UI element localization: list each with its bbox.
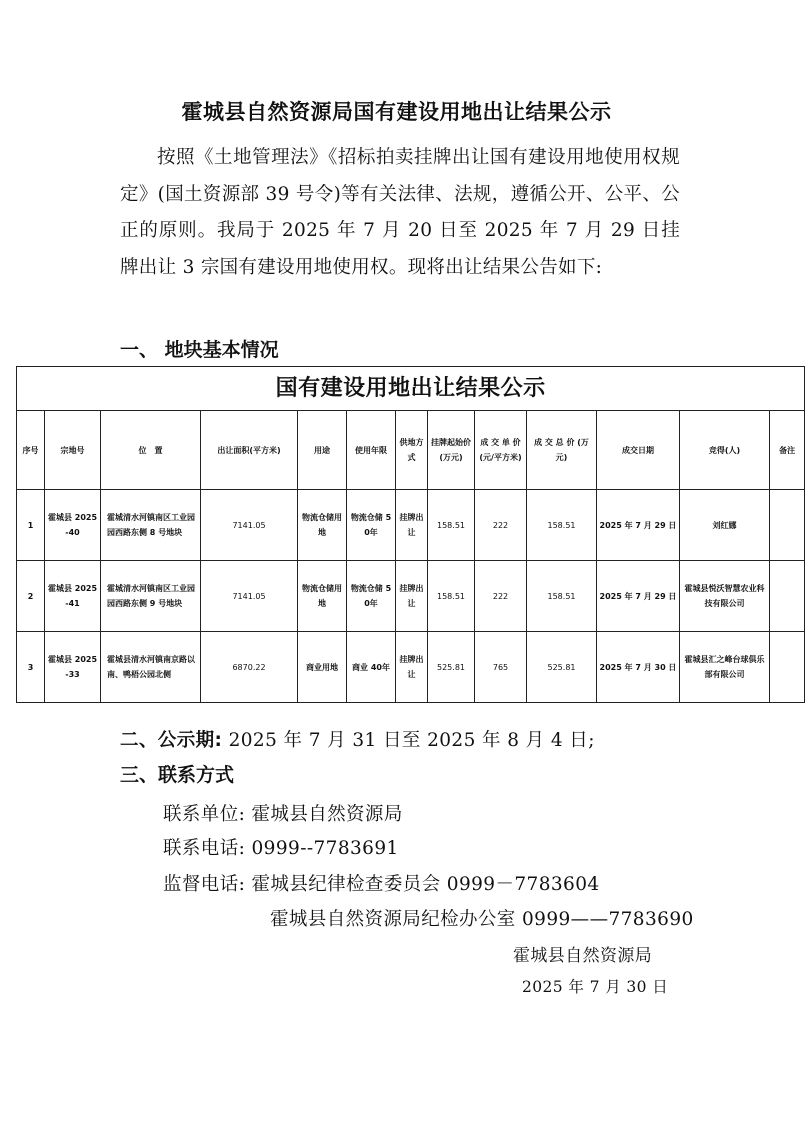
header-col-parcel-no: 宗地号 — [45, 411, 101, 490]
table-body — [17, 490, 805, 703]
header-col-remark: 备注 — [770, 411, 805, 490]
header-col-winner: 竞得(人) — [680, 411, 770, 490]
section-1-heading: 一、 地块基本情况 — [120, 339, 279, 361]
header-col-use: 用途 — [298, 411, 347, 490]
cell-col-location: 霍城县清水河镇南京路以南、鸭梧公园北侧 — [101, 632, 201, 703]
cell-col-total-price: 158.51 — [527, 490, 597, 561]
supervise-phone-1: 监督电话: 霍城县纪律检查委员会 0999－7783604 — [163, 874, 600, 895]
supervise-phone-2: 霍城县自然资源局纪检办公室 0999——7783690 — [270, 909, 694, 930]
cell-col-term: 物流仓储 50年 — [347, 490, 396, 561]
cell-col-supply: 挂牌出让 — [396, 490, 428, 561]
header-col-supply: 供地方式 — [396, 411, 428, 490]
cell-col-location: 霍城清水河镇南区工业园园西路东侧 8 号地块 — [101, 490, 201, 561]
header-col-term: 使用年限 — [347, 411, 396, 490]
cell-col-total-price: 158.51 — [527, 561, 597, 632]
cell-col-unit-price: 222 — [475, 490, 527, 561]
result-table-wrap — [16, 366, 796, 703]
cell-col-use: 物流仓储用地 — [298, 561, 347, 632]
cell-col-winner: 霍城县悦沃智慧农业科技有限公司 — [680, 561, 770, 632]
table-caption: 国有建设用地出让结果公示 — [17, 367, 805, 411]
section-2-label: 二、公示期: — [120, 730, 223, 751]
cell-col-remark — [770, 561, 805, 632]
cell-col-use: 商业用地 — [298, 632, 347, 703]
table-row — [17, 632, 805, 703]
cell-col-supply: 挂牌出让 — [396, 561, 428, 632]
cell-col-unit-price: 765 — [475, 632, 527, 703]
cell-col-location: 霍城清水河镇南区工业园园西路东侧 9 号地块 — [101, 561, 201, 632]
cell-col-remark — [770, 490, 805, 561]
cell-col-unit-price: 222 — [475, 561, 527, 632]
cell-col-total-price: 525.81 — [527, 632, 597, 703]
header-col-start-price: 挂牌起始价(万元) — [428, 411, 475, 490]
cell-col-use: 物流仓储用地 — [298, 490, 347, 561]
cell-col-start-price: 525.81 — [428, 632, 475, 703]
section-2-line — [120, 726, 595, 752]
contact-unit: 联系单位: 霍城县自然资源局 — [163, 804, 403, 825]
header-col-location: 位 置 — [101, 411, 201, 490]
cell-col-deal-date: 2025 年 7 月 29 日 — [597, 490, 680, 561]
header-col-serial: 序号 — [17, 411, 45, 490]
cell-col-serial: 1 — [17, 490, 45, 561]
header-col-unit-price: 成 交 单 价 (元/平方米) — [475, 411, 527, 490]
cell-col-area: 7141.05 — [201, 490, 298, 561]
cell-col-winner: 刘红娜 — [680, 490, 770, 561]
contact-phone: 联系电话: 0999--7783691 — [163, 838, 399, 859]
header-col-total-price: 成 交 总 价 (万元) — [527, 411, 597, 490]
result-table — [16, 366, 805, 703]
cell-col-start-price: 158.51 — [428, 490, 475, 561]
cell-col-parcel-no: 霍城县 2025-41 — [45, 561, 101, 632]
section-3-heading: 三、联系方式 — [120, 764, 235, 786]
cell-col-serial: 3 — [17, 632, 45, 703]
signature-date: 2025 年 7 月 30 日 — [522, 978, 669, 996]
table-row — [17, 490, 805, 561]
cell-col-area: 6870.22 — [201, 632, 298, 703]
intro-paragraph: 按照《土地管理法》《招标拍卖挂牌出让国有建设用地使用权规定》(国土资源部 39 号令)等有关法律、法规，遵循公开、公平、公正的原则。我局于 2025 年 7 月 20 日至 2025 年 7 月 29 日挂牌出让 3 宗国有建设用地使用权。现将出让结果公告如下: — [120, 147, 680, 278]
cell-col-supply: 挂牌出让 — [396, 632, 428, 703]
cell-col-area: 7141.05 — [201, 561, 298, 632]
cell-col-parcel-no: 霍城县 2025-33 — [45, 632, 101, 703]
cell-col-start-price: 158.51 — [428, 561, 475, 632]
page-title: 霍城县自然资源局国有建设用地出让结果公示 — [181, 100, 612, 124]
cell-col-winner: 霍城县汇之峰台球俱乐部有限公司 — [680, 632, 770, 703]
header-col-deal-date: 成交日期 — [597, 411, 680, 490]
cell-col-serial: 2 — [17, 561, 45, 632]
cell-col-deal-date: 2025 年 7 月 30 日 — [597, 632, 680, 703]
table-header-row — [17, 411, 805, 490]
section-2-text: 2025 年 7 月 31 日至 2025 年 8 月 4 日; — [228, 730, 595, 751]
header-col-area: 出让面积(平方米) — [201, 411, 298, 490]
cell-col-deal-date: 2025 年 7 月 29 日 — [597, 561, 680, 632]
signature: 霍城县自然资源局 — [513, 946, 653, 966]
cell-col-remark — [770, 632, 805, 703]
cell-col-term: 商业 40年 — [347, 632, 396, 703]
cell-col-term: 物流仓储 50年 — [347, 561, 396, 632]
cell-col-parcel-no: 霍城县 2025-40 — [45, 490, 101, 561]
table-row — [17, 561, 805, 632]
